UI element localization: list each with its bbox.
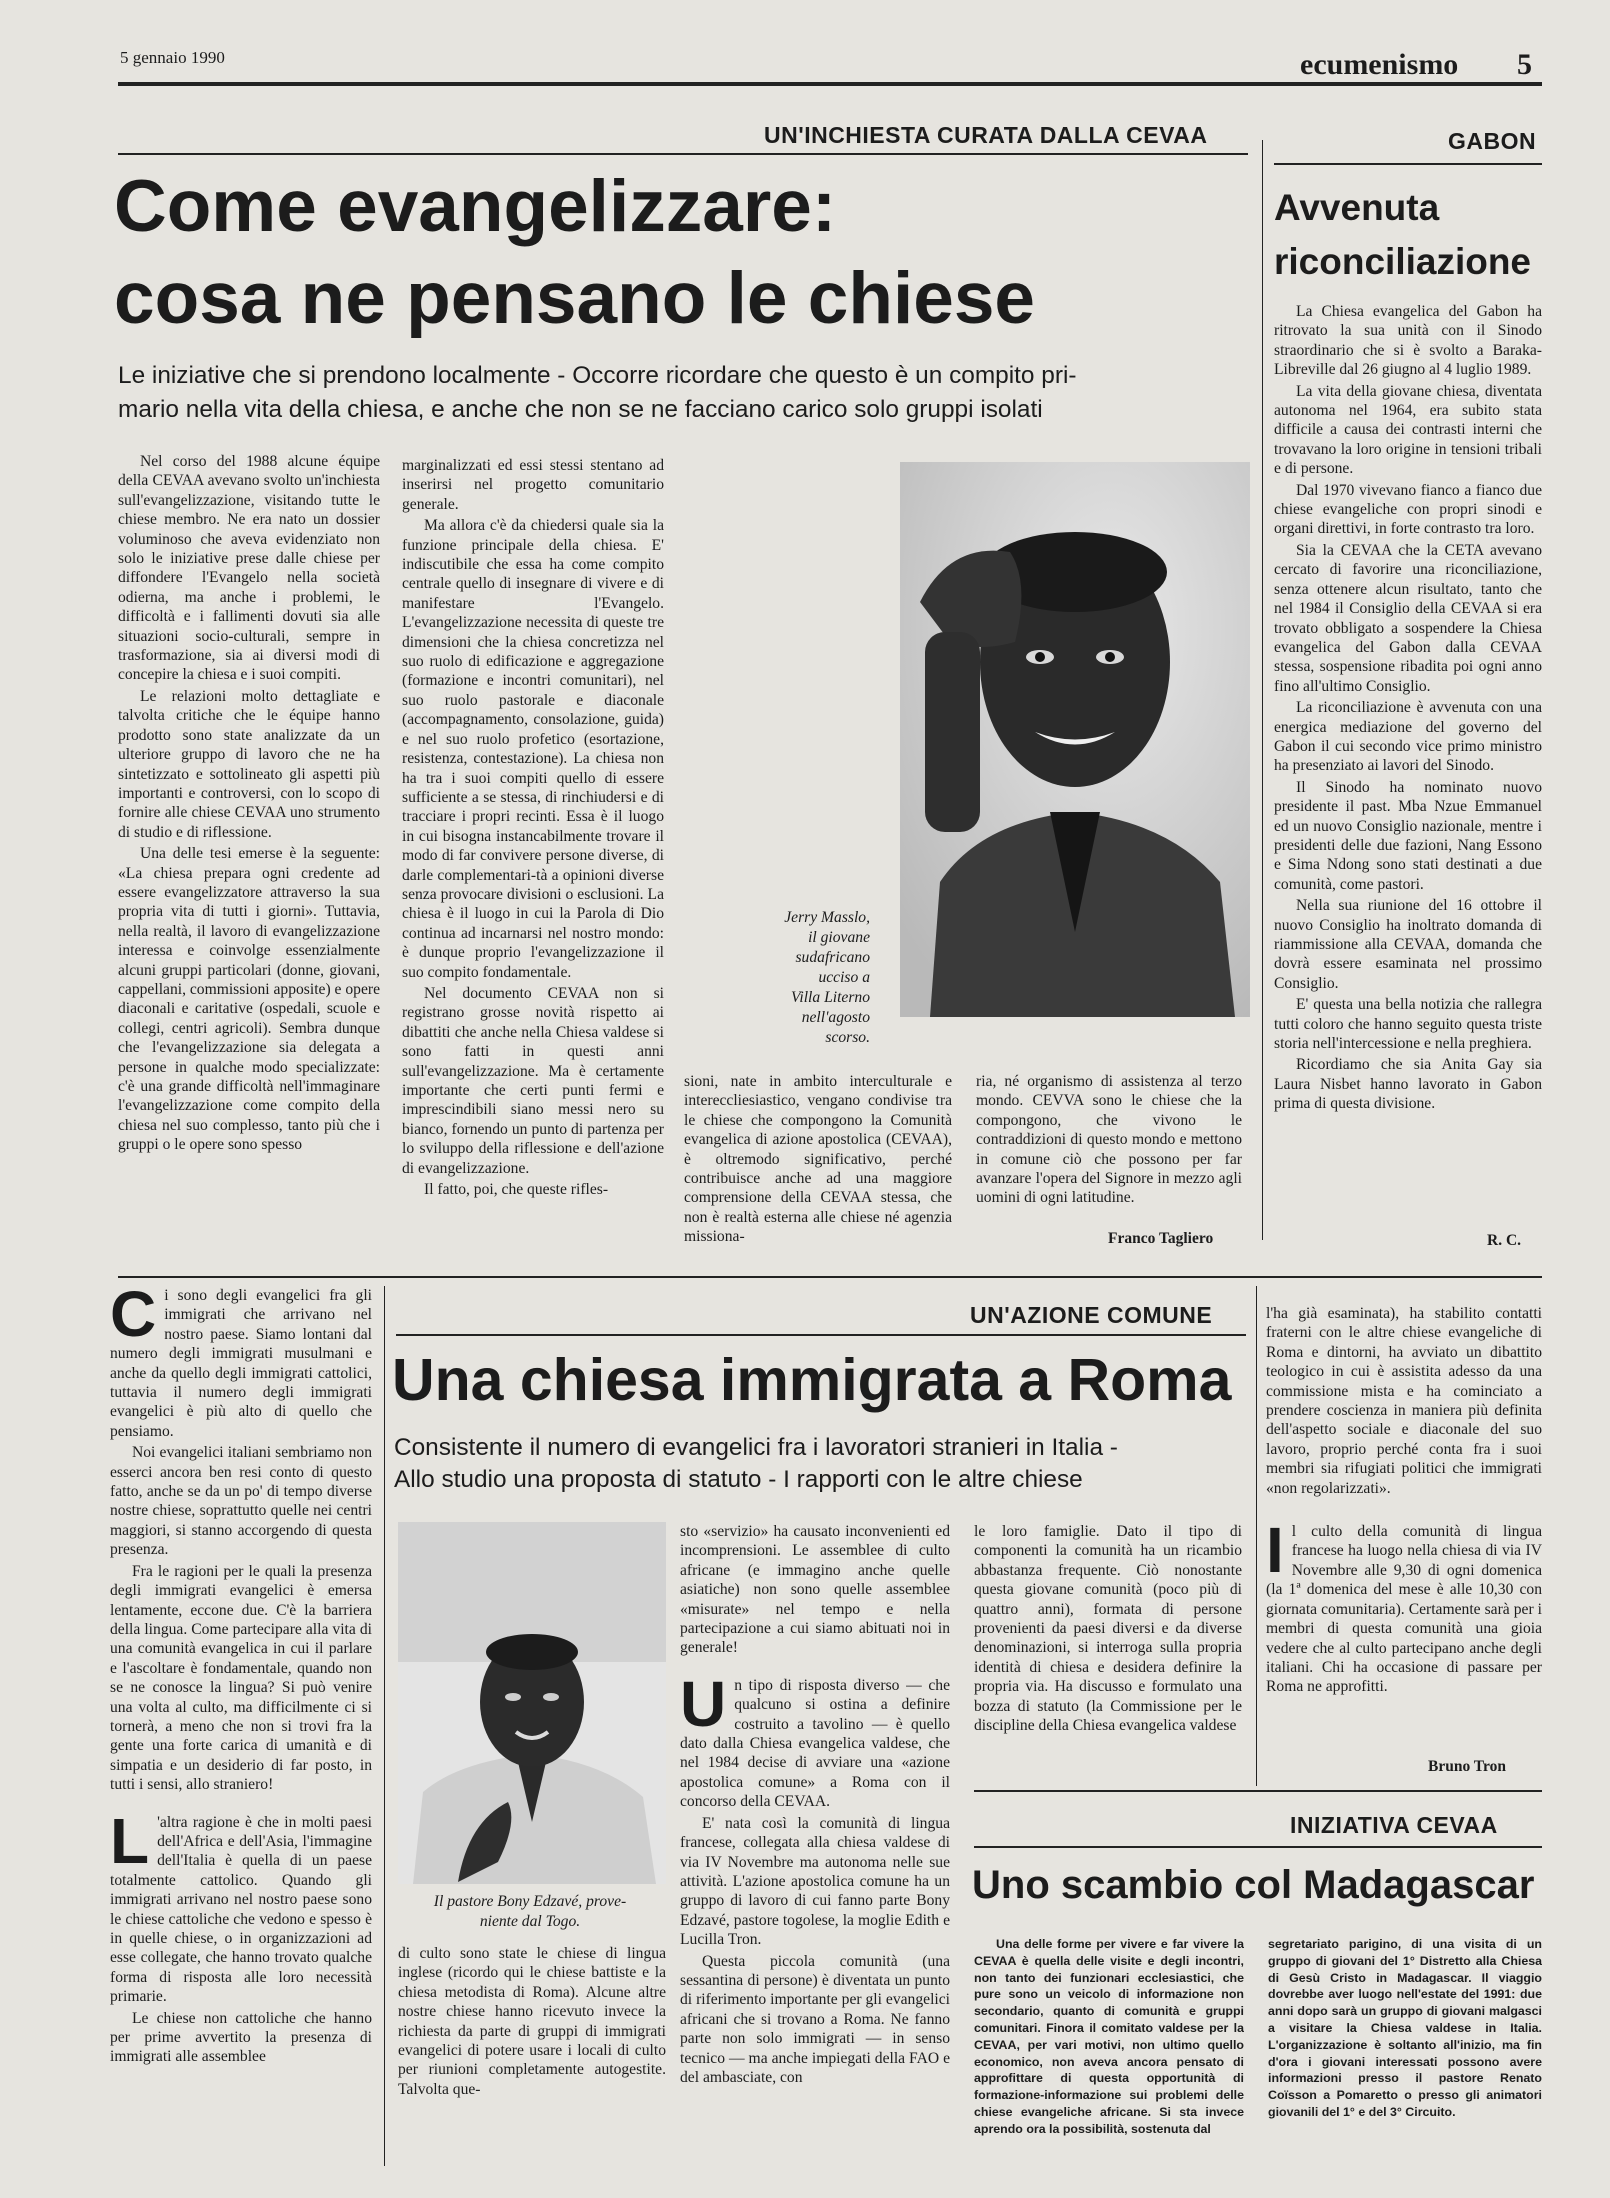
roma-col4-p1: le loro famiglie. Dato il tipo di componenti la comunità ha un ricambio abbastanza frequente. Ciò nonostante questa giovane comunità (poco più di quattro anni), formata di persone provenienti da paesi diversi e da diverse denominazioni, si interroga sulla propria identità di chiesa e desidera definire la propria via. Ha discusso e formulato una bozza di statuto (la Commissione per le discipline della Chiesa evangelica valdese <box>974 1523 1242 1735</box>
gabon-title-line2: riconciliazione <box>1274 241 1532 282</box>
madagascar-col2 <box>1268 1936 1542 2166</box>
roma-col5-p1: l'ha già esaminata), ha stabilito contatti fraterni con le altre chiese evangeliche di Roma e dintorni, ha avviato un dibattito teologico in cui è assistita adesso da una commissione mista e ha cominciato a prendere coscienza in maniera più definita dell'aspetto sociale e diaconale del suo lavoro, proprio perché conta fra i suoi membri sia rifugiati politici che immigrati «non regolarizzati». <box>1266 1305 1542 1497</box>
caption-line: Jerry Masslo, <box>784 909 870 926</box>
top-kicker-rule <box>118 153 1248 155</box>
roma-col1-p3: Fra le ragioni per le quali la presenza degli immigrati evangelici è emersa lentamente, eccone due. C'è la barriera della lingua. Come partecipare alla vita di una comunità evangelica in cui il parlare e l'ascoltare è fondamentale, quando non se ne conosce la lingua? Si può venire una volta al culto, ma difficilmente ci si tornerà, a meno che non si trovi fra la gente una forte carica di umanità e di simpatia e un desiderio di far posto, in tutti i sensi, allo straniero! <box>110 1562 372 1794</box>
caption-line: Il pastore Bony Edzavé, prove- <box>433 1893 627 1910</box>
roma-subtitle-line2: Allo studio una proposta di statuto - I rapporti con le altre chiese <box>394 1466 1083 1493</box>
roma-kicker: UN'AZIONE COMUNE <box>970 1302 1213 1328</box>
header-rule <box>118 82 1542 86</box>
page-number: 5 <box>1517 48 1532 81</box>
top-col1-p2: Le relazioni molto dettagliate e talvolta critiche che le équipe hanno prodotto sono state analizzate da un ulteriore gruppo di lavoro che ne ha sintetizzato e sottolineato gli aspetti più importanti e controversi, con lo scopo di fornire alle chiese CEVAA uno strumento di studio e di riflessione. <box>118 687 380 841</box>
roma-dropcap-i: I <box>1266 1514 1284 1587</box>
top-kicker: UN'INCHIESTA CURATA DALLA CEVAA <box>764 122 1208 148</box>
gabon-p1: La Chiesa evangelica del Gabon ha ritrovato la sua unità con il Sinodo straordinario che si è svolto a Baraka-Libreville dal 26 giugno al 4 luglio 1989. <box>1274 303 1542 379</box>
gabon-p2: La vita della giovane chiesa, diventata autonoma nel 1964, era subito stata difficile a causa dei contrasti interni che trovavano la loro origine in tensioni tribali e di persone. <box>1274 382 1542 478</box>
roma-col3-p2: n tipo di risposta diverso — che qualcuno si ostina a definire costruito a tavolino — è quello dato dalla Chiesa evangelica valdese, che nel 1984 decise di avviare una «azione apostolica comune» a Roma con il concorso della CEVAA. <box>680 1676 950 1811</box>
roma-right-separator <box>1256 1286 1257 1786</box>
caption-line: niente dal Togo. <box>479 1913 581 1930</box>
madagascar-col1 <box>974 1936 1244 2166</box>
gabon-kicker-rule <box>1274 163 1542 165</box>
roma-signature: Bruno Tron <box>1428 1758 1506 1775</box>
top-col4-p1: ria, né organismo di assistenza al terzo mondo. CEVVA sono le chiese che la compongono, che vivono le contraddizioni di questo mondo e mettono in comune ciò che possono per far avanzare l'opera del Signore in mezzo agli uomini di ogni latitudine. <box>976 1073 1242 1207</box>
roma-kicker-rule <box>396 1334 1246 1336</box>
roma-col-separator <box>384 1286 385 2166</box>
gabon-p8: E' questa una bella notizia che rallegra tutti coloro che hanno seguito questa triste storia nell'intercessione e nella preghiera. <box>1274 996 1542 1053</box>
gabon-body <box>1274 302 1542 1232</box>
top-body-col3 <box>684 1072 952 1252</box>
photo-portrait-icon <box>900 462 1250 1017</box>
gabon-p5: La riconciliazione è avvenuta con una energica mediazione del governo del Gabon il cui secondo vice primo ministro ha presenziato ai lavori del Sinodo. <box>1274 699 1542 775</box>
gabon-p7: Nella sua riunione del 16 ottobre il nuovo Consiglio ha inoltrato domanda di riammissione alla CEVAA, domanda che dovrà essere esaminata nel prossimo Consiglio. <box>1274 897 1542 992</box>
caption-line: il giovane <box>808 929 870 946</box>
roma-dropcap-l: L <box>110 1804 150 1877</box>
mid-rule <box>118 1276 1542 1278</box>
top-col1-p1: Nel corso del 1988 alcune équipe della CEVAA avevano svolto un'inchiesta sull'evangelizzazione, visitando tutte le chiese membro. Ne era nato un dossier voluminoso che aveva evidenziato non solo le iniziative prese dalle chiese per diffondere l'Evangelo nella società odierna, ma anche i problemi, le difficoltà e i fallimenti dovuti sia alle situazioni socio-culturali, sempre in trasformazione, sia ai diversi modi di concepire la chiesa e i suoi compiti. <box>118 453 380 684</box>
caption-line: scorso. <box>825 1029 870 1046</box>
madagascar-title: Uno scambio col Madagascar <box>972 1863 1535 1907</box>
roma-dropcap-u: U <box>680 1667 727 1740</box>
top-signature: Franco Tagliero <box>1108 1230 1214 1247</box>
photo-portrait-icon <box>398 1522 666 1884</box>
caption-line: ucciso a <box>818 969 870 986</box>
roma-col5 <box>1266 1304 1542 1774</box>
caption-line: nell'agosto <box>801 1009 870 1026</box>
madagascar-kicker-rule <box>974 1846 1542 1848</box>
roma-col1-p4: 'altra ragione è che in molti paesi dell'Africa e dell'Asia, l'immagine dell'Italia è quella di un paese totalmente cattolico. Quando gli immigrati arrivano nel nostro paese sono le chiese cattoliche che vedono e spesso è in quelle chiese, o in organizzazioni ad esse collegate, che hanno trovato qualche forma di risposta alle loro necessità primarie. <box>110 1813 372 2006</box>
bony-caption <box>396 1892 664 1932</box>
caption-line: sudafricano <box>795 949 870 966</box>
top-body-col2 <box>402 456 664 1246</box>
madagascar-top-rule <box>974 1790 1542 1792</box>
roma-dropcap-c: C <box>110 1286 157 1350</box>
top-body-col4 <box>976 1072 1242 1232</box>
bony-edzave-photo <box>398 1522 666 1884</box>
top-subtitle-line2: mario nella vita della chiesa, e anche che non se ne facciano carico solo gruppi isolati <box>118 396 1043 423</box>
top-col2-p4: Il fatto, poi, che queste rifles- <box>424 1181 609 1199</box>
top-col2-p3: Nel documento CEVAA non si registrano grosse novità rispetto ai dibattiti che anche nella Chiesa valdese si sono fatti in questi anni sull'evangelizzazione. Ma è certamente importante che certi punti fermi e imprescindibili siano messi nero su bianco, fornendo un punto di partenza per lo sviluppo della riflessione e dell'azione di evangelizzazione. <box>402 984 664 1177</box>
gabon-p6: Il Sinodo ha nominato nuovo presidente il past. Mba Nzue Emmanuel ed un nuovo Consiglio nazionale, mentre i presidenti delle due fazioni, Nang Essono e Sima Ndong sono stati destinati a due comunità, come pastori. <box>1274 778 1542 893</box>
top-col2-p2: Ma allora c'è da chiedersi quale sia la funzione principale della chiesa. E' indiscutibile che essa ha come compito centrale quello di insegnare di vivere e di manifestare l'Evangelo. L'evangelizzazione necessita di queste tre dimensioni che la chiesa concretizza nel suo ruolo di edificazione e aggregazione (formazione e incontri comunitari), nel suo ruolo pastorale e diaconale (accompagnamento, consolazione, guida) e nel suo ruolo profetico (esortazione, resistenza, contestazione). La chiesa non ha tra i suoi compiti quello di essere sufficiente a se stessa, di rinchiudersi e di tracciare i propri recinti. Essa è il luogo in cui bisogna instancabilmente trovare il modo di far convivere persone diverse, di darle complementari-tà a opinioni diverse senza provocare divisioni o esclusioni. La chiesa è il luogo in cui la Parola di Dio continua ad incarnarsi nel nostro mondo: è dunque proprio l'evangelizzazione il suo compito fondamentale. <box>402 517 664 981</box>
top-col2-p1: marginalizzati ed essi stessi stentano ad inserirsi nel progetto comunitario generale. <box>402 457 664 513</box>
roma-subtitle-line1: Consistente il numero di evangelici fra i lavoratori stranieri in Italia - <box>394 1434 1118 1461</box>
roma-col3-p3: E' nata così la comunità di lingua francese, collegata alla chiesa valdese di via IV Novembre ma autonoma nelle sue attività. L'azione apostolica comune ha un gruppo di lavoro di cui fanno parte Bony Edzavé, pastore togolese, la moglie Edith e Lucilla Tron. <box>680 1814 950 1949</box>
gabon-p3: Dal 1970 vivevano fianco a fianco due chiese evangeliche con propri sinodi e organi direttivi, in forte contrasto tra loro. <box>1274 481 1542 538</box>
jerry-masslo-caption <box>700 908 870 1048</box>
roma-col2 <box>398 1944 666 2166</box>
page-date: 5 gennaio 1990 <box>120 48 225 67</box>
gabon-p4: Sia la CEVAA che la CETA avevano cercato di favorire una riconciliazione, senza ottenere alcun risultato, tanto che nel 1984 il Consiglio della CEVAA si era trovato obbligato a sospendere la Chiesa evangelica del Gabon dalla CEVAA stessa, sospensione ribadita poi ogni anno fino all'ultimo Consiglio. <box>1274 541 1542 695</box>
section-name: ecumenismo <box>1300 48 1459 81</box>
roma-title: Una chiesa immigrata a Roma <box>392 1347 1232 1413</box>
roma-col5-p2: l culto della comunità di lingua francese ha luogo nella chiesa di via IV Novembre alle 9,30 di ogni domenica (la 1ª domenica del mese è alle 10,30 con giornata comunitaria). Certamente sarà per i membri di questa comunità una gioia vedere che al culto partecipano anche degli italiani. Chi ha occasione di passare per Roma ne approfitti. <box>1266 1523 1542 1696</box>
roma-col3-p1: sto «servizio» ha causato inconvenienti ed incomprensioni. Le assemblee di culto africane (e immagino anche quelle asiatiche) non sono quelle assemblee «misurate» nel tempo e nella partecipazione a cui siamo abituati noi in generale! <box>680 1523 950 1657</box>
roma-col1 <box>110 1286 372 2166</box>
madagascar-col1-p1: Una delle forme per vivere e far vivere la CEVAA è quella delle visite e degli incontri, non tanto dei funzionari ecclesiastici, che pure sono un veicolo di informazione non secondario, quanto di comunità e gruppi comunitari. Finora il comitato valdese per la CEVAA, per vari motivi, non ultimo quello economico, non aveva ancora pensato di approfittare di questa opportunità di formazione-informazione sui problemi delle chiese evangeliche africane. Si sta invece aprendo ora la possibilità, sostenuta dal <box>974 1937 1244 2136</box>
caption-line: Villa Literno <box>791 989 870 1006</box>
gabon-signature: R. C. <box>1487 1232 1522 1249</box>
jerry-masslo-photo <box>900 462 1250 1017</box>
top-title-line2: cosa ne pensano le chiese <box>114 258 1036 339</box>
top-col1-p3: Una delle tesi emerse è la seguente: «La chiesa prepara ogni credente ad essere evangelizzatore attraverso la sua propria vita di tutti i giorni». Tuttavia, nella realtà, il lavoro di evangelizzazione interessa e coinvolge essenzialmente alcuni gruppi particolari (donne, giovani, cappellani, commissioni apposite) e opere diaconali e caritative (ospedali, scuole e collegi, centri agricoli). Sembra dunque che l'evangelizzazione sia delegata a persone in qualche modo specializzate: c'è una grande difficoltà nell'immaginare l'evangelizzazione come compito della chiesa nel suo complesso, tanto più che i gruppi o le opere sono spesso <box>118 845 380 1154</box>
roma-col3-p4: Questa piccola comunità (una sessantina di persone) è diventata un punto di riferimento importante per gli evangelici africani che si trovano a Roma. Ne fanno parte non solo immigrati — in senso tecnico — ma anche impiegati della FAO e del ambasciate, con <box>680 1952 950 2086</box>
gabon-separator <box>1262 140 1263 1240</box>
roma-col4 <box>974 1522 1242 1782</box>
top-subtitle-line1: Le iniziative che si prendono localmente - Occorre ricordare che questo è un compito pri- <box>118 362 1077 389</box>
roma-col1-p5: Le chiese non cattoliche che hanno per prime avvertito la presenza di immigrati alle assemblee <box>110 2009 372 2066</box>
gabon-title-line1: Avvenuta <box>1274 187 1440 228</box>
madagascar-kicker: INIZIATIVA CEVAA <box>1290 1812 1498 1838</box>
gabon-p9: Ricordiamo che sia Anita Gay sia Laura Nisbet hanno lavorato in Gabon prima di questa divisione. <box>1274 1056 1542 1113</box>
madagascar-col2-p1: segretariato parigino, di una visita di un gruppo di giovani del 1° Distretto alla Chiesa di Gesù Cristo in Madagascar. Il viaggio dovrebbe aver luogo nell'estate del 1991: due anni dopo sarà un gruppo di giovani malgasci a visitare la Chiesa valdese in Italia. L'organizzazione è soltanto all'inizio, ma fin d'ora i giovani interessati possono avere informazioni presso il pastore Renato Coïsson a Pomaretto o presso gli animatori giovanili del 1° e del 3° Circuito. <box>1268 1937 1542 2119</box>
roma-col2-p1: di culto sono state le chiese di lingua inglese (ricordo qui le chiese battiste e la chiesa metodista di Roma). Alcune altre nostre chiese hanno ricevuto invece la richiesta da parte di gruppi di immigrati evangelici di potere usare i locali di culto per riunioni completamente autogestite. Talvolta que- <box>398 1945 666 2098</box>
roma-col3 <box>680 1522 950 2166</box>
roma-col1-p1: i sono degli evangelici fra gli immigrati che arrivano nel nostro paese. Siamo lontani dal numero degli immigrati musulmani e anche da quello degli immigrati cattolici, tuttavia il numero degli immigrati evangelici è più alto di quello che pensiamo. <box>110 1287 372 1440</box>
top-title-line1: Come evangelizzare: <box>114 166 837 247</box>
gabon-kicker: GABON <box>1448 128 1537 154</box>
top-col3-p1: sioni, nate in ambito interculturale e intereccliesiastico, vengano condivise tra le chiese che compongono la Comunità evangelica di azione apostolica (CEVAA), è oltremodo significativo, perché contribuisce anche ad una maggiore comprensione della CEVAA stessa, che non è realtà esterna alle chiese né agenzia missiona- <box>684 1073 952 1246</box>
roma-col1-p2: Noi evangelici italiani sembriamo non esserci ancora ben resi conto di questo fatto, anche se da un po' di tempo diverse nostre chiese, soprattutto quelle nei centri maggiori, si stanno accorgendo di questa presenza. <box>110 1444 372 1559</box>
top-body-col1 <box>118 452 380 1242</box>
